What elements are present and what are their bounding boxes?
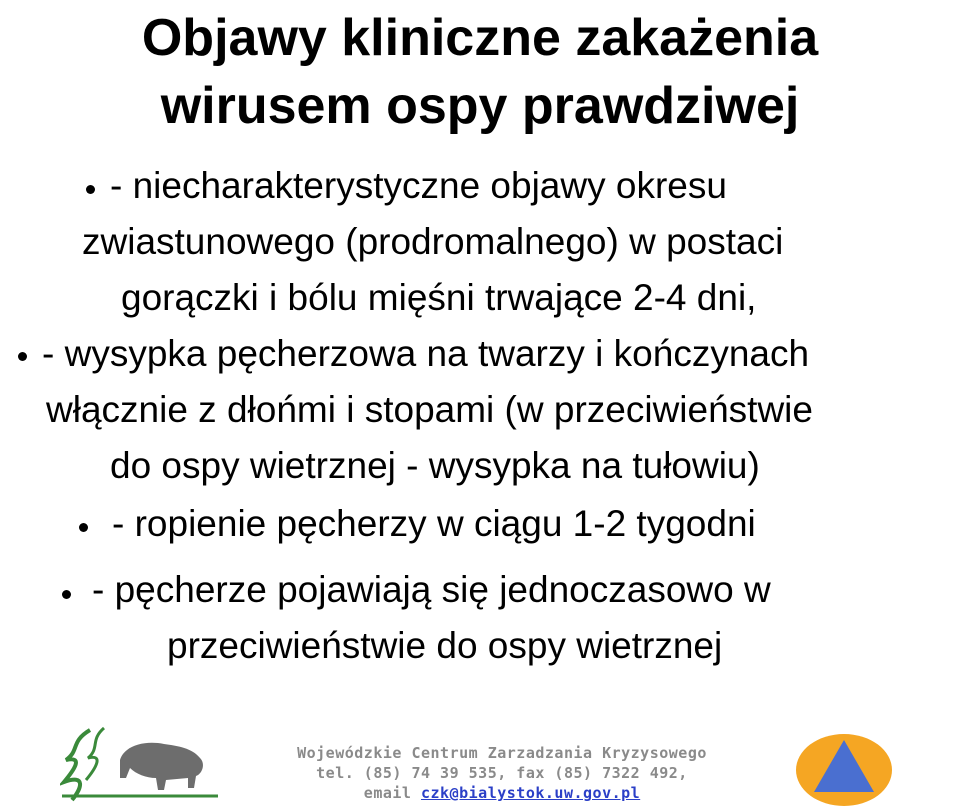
- bison-logo-icon: [60, 722, 220, 802]
- footer-email-label: email: [363, 784, 421, 802]
- bullet-1-line-2: zwiastunowego (prodromalnego) w postaci: [82, 221, 784, 262]
- bullet-2-line-3: do ospy wietrznej - wysypka na tułowiu): [110, 445, 760, 486]
- footer-contact-line: tel. (85) 74 39 535, fax (85) 7322 492,: [316, 764, 688, 782]
- footer-email-link[interactable]: czk@bialystok.uw.gov.pl: [420, 784, 641, 802]
- bullet-3-line-1: - ropienie pęcherzy w ciągu 1-2 tygodni: [112, 503, 756, 544]
- bullet-4-line-2: przeciwieństwie do ospy wietrznej: [167, 625, 723, 666]
- footer-email-line: [222, 784, 782, 802]
- footer-org-line: Wojewódzkie Centrum Zarzadzania Kryzysowego: [297, 744, 707, 762]
- bullet-1-line-3: gorączki i bólu mięśni trwające 2-4 dni,: [121, 277, 757, 318]
- civil-defense-badge-icon: [794, 732, 894, 808]
- bullet-3-marker: [79, 523, 88, 532]
- bullet-1-line-1: - niecharakterystyczne objawy okresu: [110, 165, 727, 206]
- bullet-1-marker: [86, 185, 95, 194]
- bullet-4-line-1: - pęcherze pojawiają się jednoczasowo w: [92, 569, 771, 610]
- bullet-4-marker: [62, 590, 71, 599]
- title-line-2: wirusem ospy prawdziwej: [160, 77, 800, 135]
- title-line-1: Objawy kliniczne zakażenia: [141, 9, 819, 67]
- bullet-2-line-1: - wysypka pęcherzowa na twarzy i kończynach: [42, 333, 810, 374]
- bullet-2-line-2: włącznie z dłońmi i stopami (w przeciwieństwie: [46, 389, 813, 430]
- slide-title: [0, 4, 960, 140]
- bullet-2-marker: [18, 352, 27, 361]
